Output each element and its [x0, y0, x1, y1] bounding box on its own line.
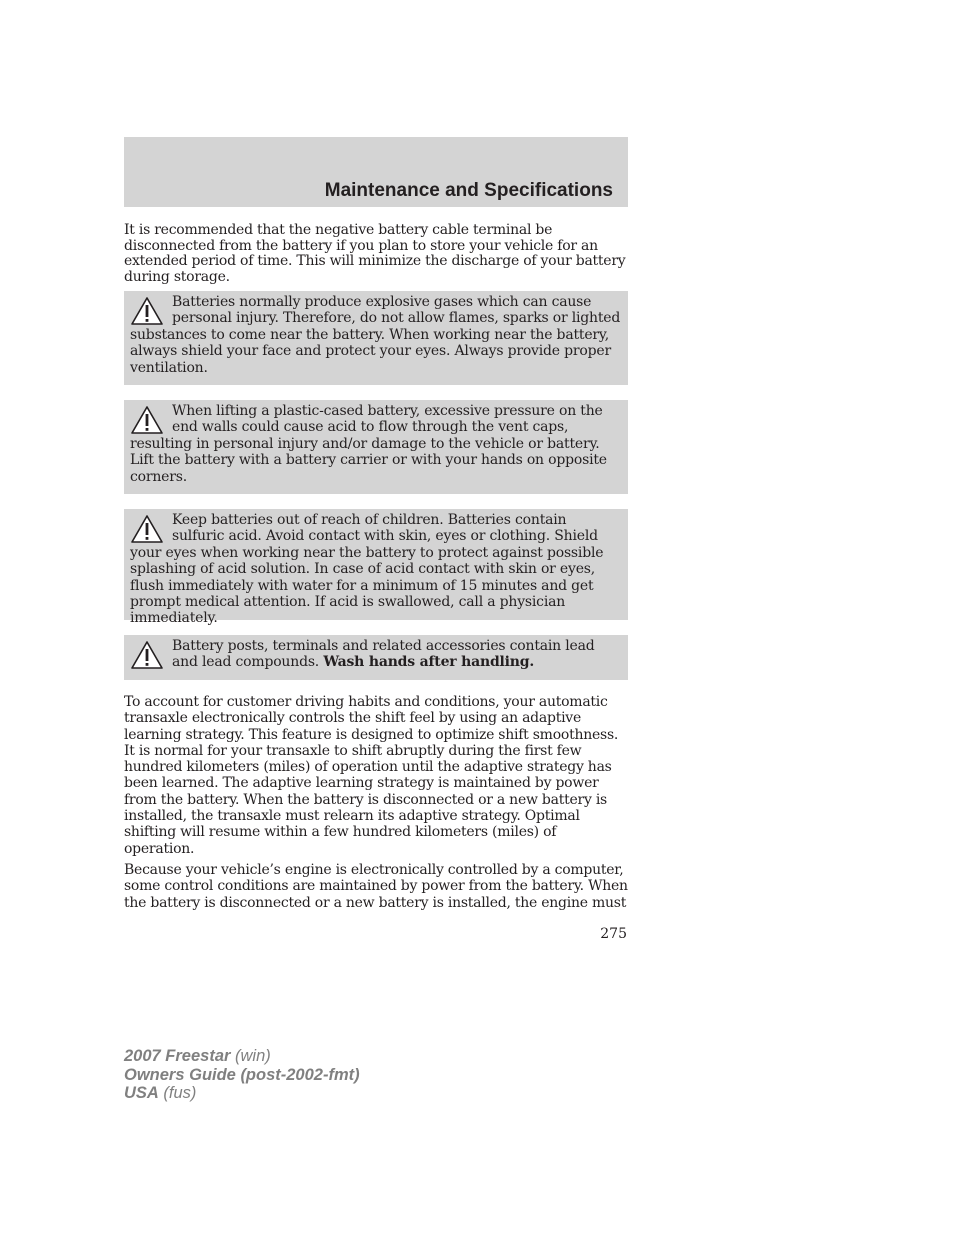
- warning-triangle-icon: [130, 405, 164, 435]
- intro-paragraph: It is recommended that the negative battery cable terminal be disconnected from the battery if you plan to store your vehicle for an extended period of time. This will minimize the discharge of your battery during storage.: [124, 222, 626, 285]
- section-header: [124, 137, 628, 207]
- document-footer: [124, 1047, 360, 1103]
- warning-text: [130, 638, 622, 671]
- warning-triangle-icon: [130, 640, 164, 670]
- footer-line-2: Owners Guide (post-2002-fmt): [124, 1065, 360, 1084]
- warning-text: Keep batteries out of reach of children. Batteries contain sulfuric acid. Avoid contact with skin, eyes or clothing. Shield your eyes when working near the battery to protect against possible splashing of acid solution. In case of acid contact with skin or eyes, flush immediately with water for a minimum of 15 minutes and get prompt medical attention. If acid is swallowed, call a physician immediately.: [130, 512, 604, 627]
- warning-text: Batteries normally produce explosive gases which can cause personal injury. Therefore, do not allow flames, sparks or lighted substances to come near the battery. When working near the battery, always shield your face and protect your eyes. Always provide proper ventilation.: [130, 294, 621, 376]
- warning-box: [124, 509, 628, 627]
- warning-text-regular: Battery posts, terminals and related accessories contain lead and lead compounds.: [172, 638, 595, 671]
- warning-triangle-icon: [130, 514, 164, 544]
- footer-line-1: 2007 Freestar (win): [124, 1047, 271, 1065]
- warning-text-bold: Wash hands after handling.: [323, 654, 535, 671]
- engine-paragraph: Because your vehicle’s engine is electronically controlled by a computer, some control conditions are maintained by power from the battery. When the battery is disconnected or a new battery is installed, the engine must: [124, 862, 628, 911]
- transaxle-paragraph: To account for customer driving habits and conditions, your automatic transaxle electronically controls the shift feel by using an adaptive learning strategy. This feature is designed to optimize shift smoothness. It is normal for your transaxle to shift abruptly during the first few hundred kilometers (miles) of operation until the adaptive strategy has been learned. The adaptive learning strategy is maintained by power from the battery. When the battery is disconnected or a new battery is installed, the transaxle must relearn its adaptive strategy. Optimal shifting will resume within a few hundred kilometers (miles) of operation.: [124, 694, 619, 857]
- warning-box: [124, 291, 628, 385]
- warning-text: When lifting a plastic-cased battery, excessive pressure on the end walls could cause acid to flow through the vent caps, resulting in personal injury and/or damage to the vehicle or battery. Lift the battery with a battery carrier or with your hands on opposite corners.: [130, 403, 607, 485]
- page-number: 275: [600, 926, 627, 942]
- warning-box: [124, 635, 628, 680]
- warning-triangle-icon: [130, 296, 164, 326]
- page-title: Maintenance and Specifications: [324, 180, 613, 201]
- warning-box: [124, 400, 628, 494]
- footer-line-3: USA (fus): [124, 1084, 197, 1102]
